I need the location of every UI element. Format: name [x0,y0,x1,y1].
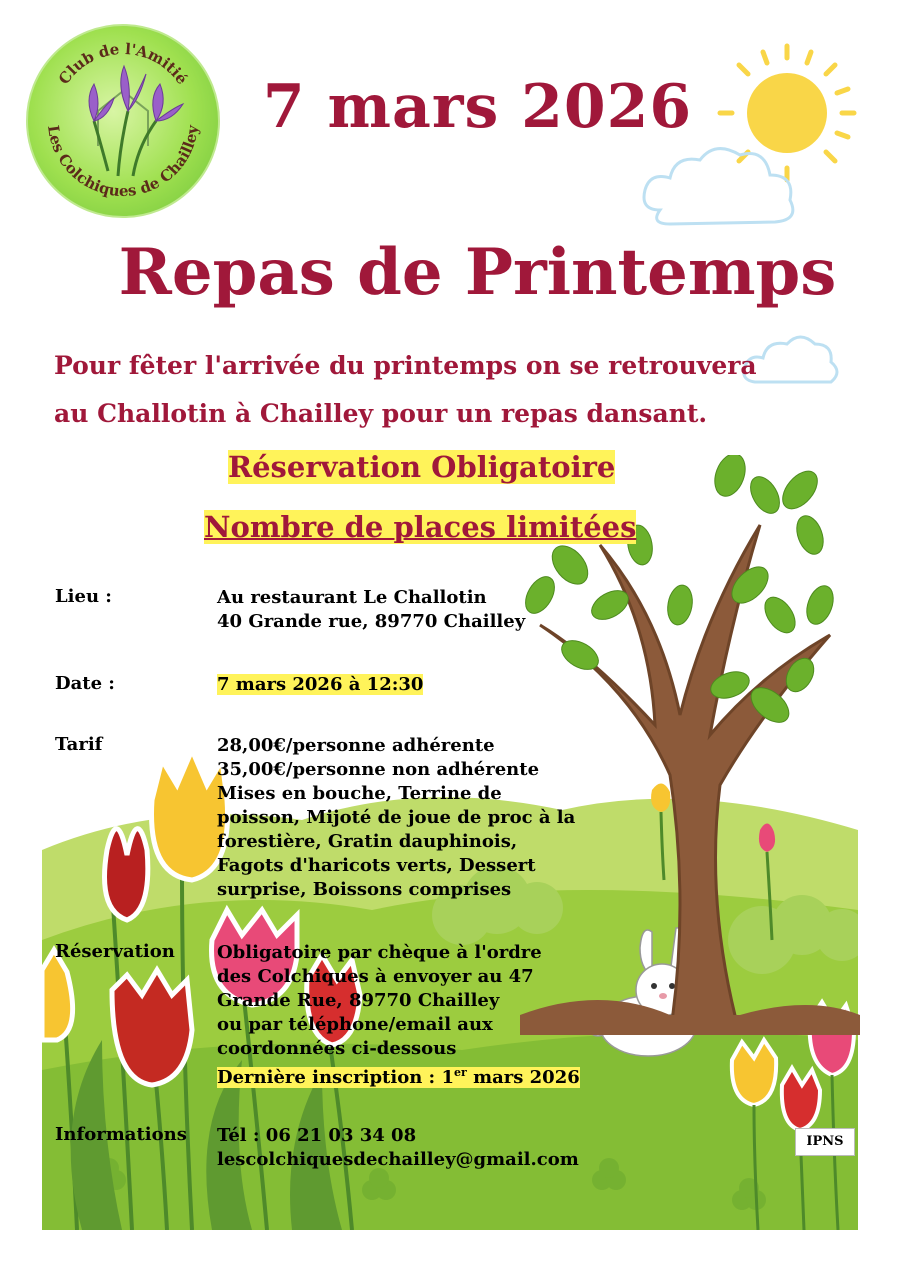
reservation-line: Obligatoire par chèque à l'ordre [217,942,542,963]
lieu-line: Au restaurant Le Challotin [217,587,487,608]
tarif-line: surprise, Boissons comprises [217,879,512,900]
tarif-line: Mises en bouche, Terrine de [217,783,502,804]
deadline-sup: er [454,1066,467,1079]
tarif-line: forestière, Gratin dauphinois, [217,831,518,852]
event-date-heading: 7 mars 2026 [262,72,693,142]
intro-line: au Challotin à Chailley pour un repas dansant. [54,399,708,428]
informations-label: Informations [55,1124,187,1145]
date-label: Date : [55,673,115,694]
date-value [217,673,423,697]
reservation-line: des Colchiques à envoyer au 47 [217,966,534,987]
reservation-line: Grande Rue, 89770 Chailley [217,990,500,1011]
reservation-line: ou par téléphone/email aux [217,1014,493,1035]
deadline [217,1061,580,1090]
ipns-badge: IPNS [795,1128,855,1156]
tarif-line: Fagots d'haricots verts, Dessert [217,855,536,876]
lieu-label: Lieu : [55,586,112,607]
phone-number: Tél : 06 21 03 34 08 [217,1125,417,1146]
tarif-line: 35,00€/personne non adhérente [217,759,540,780]
reservation-label: Réservation [55,941,175,962]
svg-text:Club de l'Amitié: Club de l'Amitié [54,40,192,88]
tarif-label: Tarif [55,734,103,755]
tarif-line: poisson, Mijoté de joue de proc à la [217,807,576,828]
places-banner: Nombre de places limitées [204,510,637,544]
intro-line: Pour fêter l'arrivée du printemps on se retrouvera [54,351,757,380]
deadline-prefix: Dernière inscription : 1 [217,1067,454,1088]
lieu-value [217,586,525,634]
intro-text [54,342,874,438]
email-address: lescolchiquesdechailley@gmail.com [217,1149,579,1170]
svg-text:Les Colchiques de Chailley: Les Colchiques de Chailley [44,124,202,201]
tarif-value [217,734,575,902]
date-value-text: 7 mars 2026 à 12:30 [217,674,424,695]
deadline-suffix: mars 2026 [466,1067,580,1088]
page-title: Repas de Printemps [118,235,837,310]
reservation-value [217,941,580,1090]
informations-value [217,1124,579,1172]
lieu-line: 40 Grande rue, 89770 Chailley [217,611,526,632]
reservation-line: coordonnées ci-dessous [217,1038,457,1059]
reservation-banner: Réservation Obligatoire [228,450,616,484]
tarif-line: 28,00€/personne adhérente [217,735,495,756]
